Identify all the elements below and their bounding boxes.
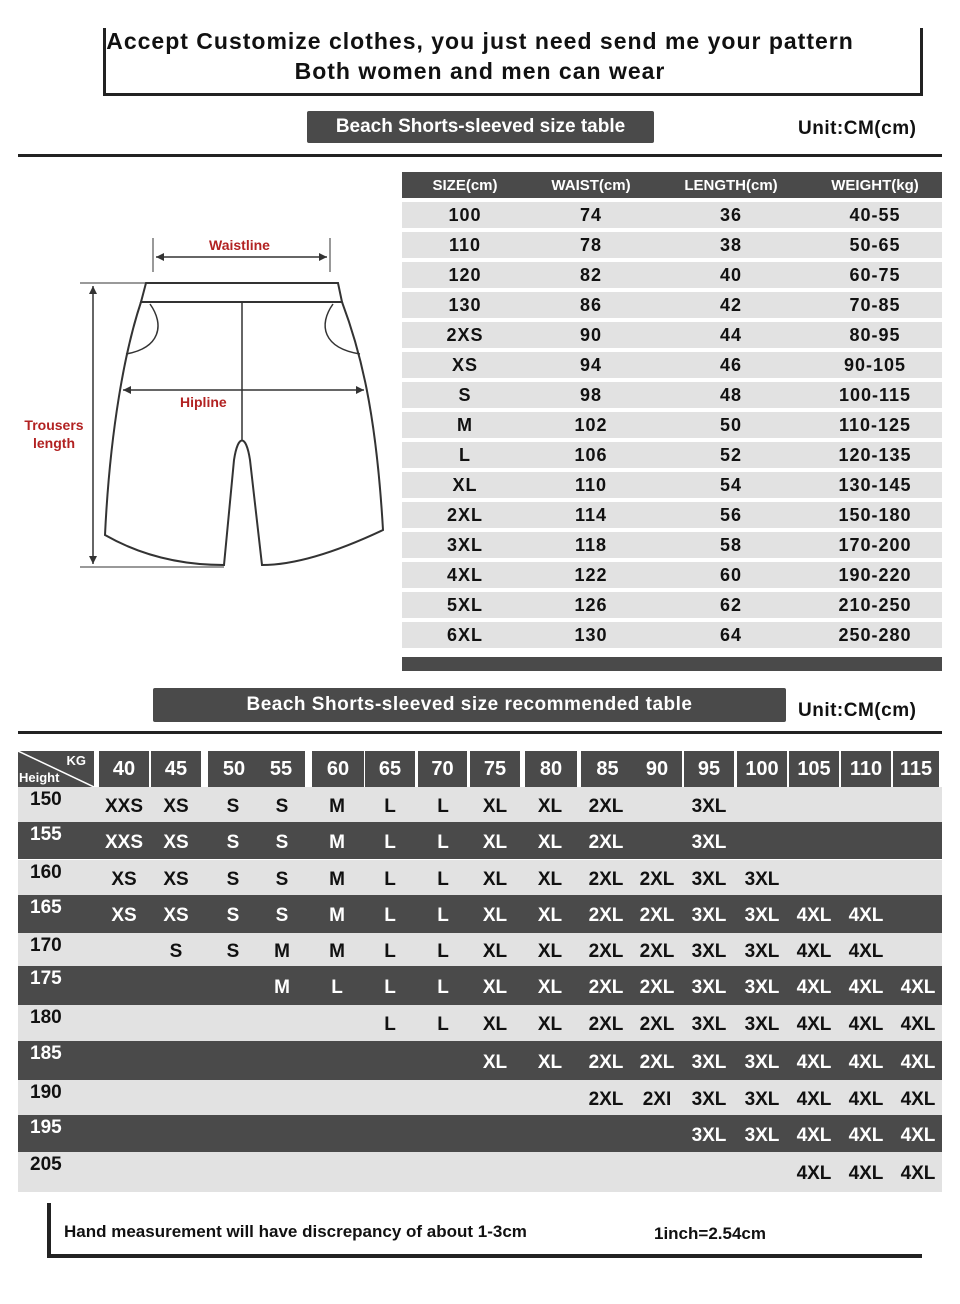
inch-conversion: 1inch=2.54cm: [654, 1224, 766, 1243]
recommended-table-title: Beach Shorts-sleeved size recommended table: [153, 688, 786, 722]
size-table-cell: 36: [719, 204, 743, 225]
size-table-cell: L: [459, 444, 471, 465]
recommended-size-cell: M: [329, 905, 345, 926]
size-table-cell: 60: [719, 564, 743, 585]
size-table-cell: 102: [574, 414, 608, 435]
recommended-size-cell: XS: [163, 905, 189, 926]
size-table-cell: 2XS: [446, 324, 484, 345]
recommended-size-cell: 3XL: [691, 832, 727, 853]
recommended-table-row: [18, 1041, 942, 1080]
shorts-diagram: [0, 220, 400, 580]
size-table-cell: 118: [574, 534, 608, 555]
recommended-size-cell: 2XL: [639, 1052, 675, 1073]
recommended-table-row: [18, 895, 942, 933]
recommended-table: [18, 745, 942, 1184]
recommended-size-cell: XXS: [104, 796, 144, 817]
recommended-size-cell: 2XL: [639, 1014, 675, 1035]
size-table-cell: 3XL: [446, 534, 483, 555]
recommended-size-cell: 4XL: [796, 1089, 832, 1110]
recommended-size-cell: L: [384, 869, 396, 890]
recommended-size-cell: 3XL: [691, 1052, 727, 1073]
recommended-size-cell: 3XL: [744, 1014, 780, 1035]
size-table-row: [402, 442, 942, 468]
weight-header-cell: 40: [99, 751, 149, 787]
size-table-cell: 110: [574, 474, 608, 495]
recommended-size-cell: XL: [482, 1014, 508, 1035]
size-table: [402, 172, 942, 671]
size-table-row: [402, 322, 942, 348]
size-table-cell: 50: [719, 414, 743, 435]
size-table-cell: 4XL: [446, 564, 483, 585]
recommended-size-cell: 4XL: [796, 1014, 832, 1035]
recommended-size-cell: 3XL: [691, 1089, 727, 1110]
size-table-cell: 130: [448, 294, 482, 315]
recommended-size-cell: 4XL: [796, 1163, 832, 1184]
recommended-size-cell: XL: [482, 1052, 508, 1073]
recommended-size-cell: 3XL: [691, 1014, 727, 1035]
size-table-cell: 42: [719, 294, 743, 315]
corner-height-label: Height: [19, 770, 60, 785]
recommended-size-cell: L: [437, 796, 449, 817]
recommended-table-row: [18, 822, 942, 859]
recommended-size-cell: S: [226, 869, 240, 890]
recommended-size-cell: 2XL: [588, 1052, 624, 1073]
recommended-size-cell: XL: [482, 977, 508, 998]
size-table-cell: 90: [579, 324, 603, 345]
divider: [18, 731, 942, 734]
size-table-cell: 100-115: [838, 384, 912, 405]
weight-header-cell: 100: [737, 751, 787, 787]
recommended-size-cell: L: [384, 796, 396, 817]
recommended-size-cell: M: [329, 869, 345, 890]
recommended-size-cell: 4XL: [900, 1014, 936, 1035]
recommended-size-cell: 2XL: [588, 869, 624, 890]
recommended-size-cell: XL: [537, 869, 563, 890]
weight-header-cell: 80: [525, 751, 577, 787]
recommended-size-cell: L: [331, 977, 343, 998]
weight-header-cell: 45: [151, 751, 201, 787]
recommended-size-cell: 2XL: [588, 941, 624, 962]
size-table-row: [402, 382, 942, 408]
column-header-length: LENGTH(cm): [684, 176, 778, 194]
recommended-size-cell: L: [437, 1014, 449, 1035]
height-cell: 175: [30, 968, 62, 989]
size-table-row: [402, 202, 942, 228]
recommended-size-cell: 3XL: [691, 796, 727, 817]
recommended-size-cell: L: [384, 832, 396, 853]
recommended-size-cell: 4XL: [848, 1052, 884, 1073]
recommended-size-cell: XL: [537, 796, 563, 817]
recommended-size-cell: XS: [111, 869, 137, 890]
recommended-size-cell: XS: [111, 905, 137, 926]
size-table-cell: 150-180: [838, 504, 912, 525]
recommended-size-cell: 4XL: [796, 905, 832, 926]
size-table-row: [402, 622, 942, 648]
size-table-row: [402, 412, 942, 438]
size-table-body: [402, 202, 942, 648]
recommended-size-cell: XL: [482, 796, 508, 817]
recommended-size-cell: L: [437, 941, 449, 962]
recommended-size-cell: XL: [482, 905, 508, 926]
size-table-cell: 250-280: [838, 624, 912, 645]
recommended-table-row: [18, 860, 942, 895]
size-table-cell: 78: [579, 234, 603, 255]
size-table-cell: 38: [719, 234, 743, 255]
recommended-size-cell: 2XL: [588, 1089, 624, 1110]
divider: [18, 154, 942, 157]
recommended-size-cell: 4XL: [900, 1163, 936, 1184]
size-table-header: [402, 172, 942, 198]
height-cell: 185: [30, 1043, 62, 1064]
recommended-size-cell: 2XL: [588, 905, 624, 926]
recommended-size-cell: XL: [482, 832, 508, 853]
recommended-size-cell: XL: [537, 1052, 563, 1073]
measurement-note: Hand measurement will have discrepancy of about 1-3cm: [64, 1222, 527, 1241]
recommended-size-cell: L: [384, 977, 396, 998]
size-table-cell: 80-95: [849, 324, 901, 345]
recommended-size-cell: 2XI: [642, 1089, 672, 1110]
size-table-row: [402, 562, 942, 588]
recommended-size-cell: L: [384, 905, 396, 926]
recommended-table-row: [18, 787, 942, 822]
size-table-cell: 58: [719, 534, 743, 555]
recommended-size-cell: 4XL: [848, 1125, 884, 1146]
size-table-cell: 60-75: [849, 264, 901, 285]
recommended-size-cell: 4XL: [796, 941, 832, 962]
weight-header-cell: 85: [581, 751, 634, 787]
size-table-cell: 122: [574, 564, 608, 585]
recommended-size-cell: M: [329, 941, 345, 962]
recommended-size-cell: S: [275, 869, 289, 890]
weight-header-cell: 95: [684, 751, 734, 787]
size-table-cell: 120: [448, 264, 482, 285]
recommended-size-cell: 2XL: [639, 977, 675, 998]
recommended-table-row: [18, 1152, 942, 1192]
size-table-row: [402, 262, 942, 288]
recommended-size-cell: 3XL: [691, 941, 727, 962]
recommended-size-cell: L: [384, 1014, 396, 1035]
recommended-size-cell: L: [437, 905, 449, 926]
recommended-size-cell: 4XL: [848, 905, 884, 926]
size-table-cell: 106: [574, 444, 608, 465]
size-table-cell: 130-145: [838, 474, 912, 495]
recommended-size-cell: L: [437, 869, 449, 890]
recommended-size-cell: 2XL: [639, 869, 675, 890]
recommended-size-cell: 3XL: [744, 1052, 780, 1073]
size-table-cell: 110: [448, 234, 482, 255]
size-table-cell: 126: [574, 594, 608, 615]
size-table-cell: 44: [719, 324, 743, 345]
size-table-cell: S: [458, 384, 472, 405]
recommended-size-cell: 4XL: [900, 1125, 936, 1146]
recommended-size-cell: 4XL: [848, 1163, 884, 1184]
size-table-cell: 6XL: [446, 624, 483, 645]
recommended-size-cell: 2XL: [639, 905, 675, 926]
recommended-size-cell: 3XL: [744, 977, 780, 998]
size-table-cell: 50-65: [849, 234, 901, 255]
height-cell: 165: [30, 897, 62, 918]
size-table-cell: 90-105: [843, 354, 907, 375]
height-cell: 150: [30, 789, 62, 810]
recommended-size-cell: XL: [482, 869, 508, 890]
size-table-cell: 56: [719, 504, 743, 525]
recommended-table-row: [18, 1115, 942, 1152]
recommended-size-cell: M: [329, 832, 345, 853]
size-table-cell: 2XL: [446, 504, 483, 525]
size-table-cell: 120-135: [838, 444, 912, 465]
header-line-2: Both women and men can wear: [294, 58, 666, 84]
column-header-waist: WAIST(cm): [551, 176, 631, 194]
weight-header-cell: 115: [893, 751, 939, 787]
recommended-table-row: [18, 933, 942, 966]
weight-header-cell: 65: [365, 751, 415, 787]
recommended-size-cell: M: [274, 977, 290, 998]
size-table-row: [402, 292, 942, 318]
size-table-cell: 130: [574, 624, 608, 645]
recommended-size-cell: 3XL: [744, 1125, 780, 1146]
size-table-cell: 114: [574, 504, 608, 525]
size-table-cell: XL: [452, 474, 478, 495]
size-table-cell: 100: [448, 204, 482, 225]
recommended-size-cell: 4XL: [848, 941, 884, 962]
recommended-size-cell: XS: [163, 869, 189, 890]
recommended-size-cell: 4XL: [848, 977, 884, 998]
weight-header-cell: 50: [208, 751, 260, 787]
recommended-size-cell: XS: [163, 832, 189, 853]
size-table-cell: M: [457, 414, 473, 435]
recommended-size-cell: L: [437, 977, 449, 998]
size-table-cell: XS: [451, 354, 478, 375]
size-table-cell: 54: [719, 474, 743, 495]
height-cell: 190: [30, 1082, 62, 1103]
height-cell: 180: [30, 1007, 62, 1028]
recommended-table-unit: Unit:CM(cm): [798, 700, 917, 721]
corner-kg-label: KG: [66, 753, 86, 768]
height-cell: 170: [30, 935, 62, 956]
recommended-size-cell: M: [274, 941, 290, 962]
recommended-size-cell: S: [275, 796, 289, 817]
recommended-size-cell: 3XL: [744, 869, 780, 890]
recommended-size-cell: XL: [537, 1014, 563, 1035]
recommended-size-cell: L: [384, 941, 396, 962]
weight-header-cell: 90: [632, 751, 682, 787]
size-table-cell: 74: [579, 204, 603, 225]
size-table-cell: 190-220: [838, 564, 912, 585]
hipline-label: Hipline: [180, 394, 227, 410]
recommended-size-cell: XL: [537, 905, 563, 926]
recommended-size-cell: S: [275, 905, 289, 926]
height-cell: 155: [30, 824, 62, 845]
recommended-size-cell: S: [169, 941, 183, 962]
recommended-size-cell: 2XL: [588, 1014, 624, 1035]
size-table-footer-bar: [402, 657, 942, 671]
size-table-row: [402, 232, 942, 258]
recommended-size-cell: S: [275, 832, 289, 853]
trousers-length-label-line1: Trousers: [24, 417, 84, 433]
height-cell: 195: [30, 1117, 62, 1138]
recommended-size-cell: 2XL: [588, 832, 624, 853]
recommended-size-cell: 3XL: [691, 1125, 727, 1146]
height-cell: 160: [30, 862, 62, 883]
recommended-size-cell: 3XL: [744, 1089, 780, 1110]
weight-header-cell: 105: [789, 751, 839, 787]
size-table-cell: 52: [719, 444, 743, 465]
size-table-cell: 70-85: [849, 294, 901, 315]
recommended-size-cell: 4XL: [900, 1089, 936, 1110]
recommended-size-cell: XS: [163, 796, 189, 817]
weight-header-cell: 75: [470, 751, 520, 787]
recommended-size-cell: XL: [537, 832, 563, 853]
recommended-size-cell: XL: [482, 941, 508, 962]
recommended-size-cell: 2XL: [588, 977, 624, 998]
size-table-row: [402, 472, 942, 498]
size-table-cell: 94: [579, 354, 603, 375]
size-table-cell: 48: [719, 384, 743, 405]
size-table-row: [402, 532, 942, 558]
size-table-cell: 86: [579, 294, 603, 315]
recommended-size-cell: XL: [537, 977, 563, 998]
column-header-weight: WEIGHT(kg): [831, 176, 919, 194]
recommended-table-row: [18, 966, 942, 1005]
size-table-row: [402, 352, 942, 378]
waistline-label: Waistline: [209, 237, 270, 253]
recommended-size-cell: 4XL: [900, 977, 936, 998]
height-cell: 205: [30, 1154, 62, 1175]
recommended-size-cell: S: [226, 941, 240, 962]
size-table-cell: 64: [719, 624, 743, 645]
recommended-size-cell: 4XL: [796, 1125, 832, 1146]
weight-header-cell: 55: [257, 751, 305, 787]
recommended-size-cell: XXS: [104, 832, 144, 853]
size-table-cell: 170-200: [838, 534, 912, 555]
recommended-size-cell: L: [437, 832, 449, 853]
recommended-size-cell: 4XL: [900, 1052, 936, 1073]
weight-header-cell: 110: [841, 751, 891, 787]
size-table-row: [402, 592, 942, 618]
size-table-row: [402, 502, 942, 528]
header-line-1: Accept Customize clothes, you just need send me your pattern: [106, 28, 854, 54]
recommended-table-row: [18, 1005, 942, 1041]
recommended-size-cell: 2XL: [639, 941, 675, 962]
recommended-size-cell: S: [226, 832, 240, 853]
size-table-cell: 98: [579, 384, 603, 405]
recommended-size-cell: 3XL: [744, 941, 780, 962]
recommended-size-cell: 2XL: [588, 796, 624, 817]
recommended-size-cell: 4XL: [848, 1014, 884, 1035]
recommended-size-cell: 4XL: [796, 1052, 832, 1073]
weight-header-cell: 70: [418, 751, 467, 787]
size-table-cell: 82: [579, 264, 603, 285]
size-table-cell: 5XL: [446, 594, 483, 615]
recommended-size-cell: 3XL: [691, 869, 727, 890]
recommended-size-cell: 3XL: [691, 905, 727, 926]
recommended-size-cell: S: [226, 905, 240, 926]
recommended-size-cell: M: [329, 796, 345, 817]
recommended-size-cell: S: [226, 796, 240, 817]
corner-cell: [18, 751, 94, 787]
size-table-cell: 40: [719, 264, 743, 285]
recommended-size-cell: XL: [537, 941, 563, 962]
weight-header-cell: 60: [312, 751, 364, 787]
size-table-cell: 62: [719, 594, 743, 615]
size-table-cell: 110-125: [838, 414, 912, 435]
trousers-length-label: [18, 416, 90, 452]
trousers-length-label-line2: length: [33, 435, 75, 451]
size-table-title: Beach Shorts-sleeved size table: [307, 111, 654, 143]
recommended-size-cell: 4XL: [848, 1089, 884, 1110]
size-table-cell: 40-55: [849, 204, 901, 225]
recommended-size-cell: 3XL: [744, 905, 780, 926]
size-table-cell: 46: [719, 354, 743, 375]
size-table-cell: 210-250: [838, 594, 912, 615]
recommended-table-row: [18, 1080, 942, 1115]
recommended-size-cell: 3XL: [691, 977, 727, 998]
size-table-unit: Unit:CM(cm): [798, 118, 917, 139]
column-header-size: SIZE(cm): [432, 176, 498, 194]
recommended-table-header: [18, 745, 942, 787]
recommended-size-cell: 4XL: [796, 977, 832, 998]
